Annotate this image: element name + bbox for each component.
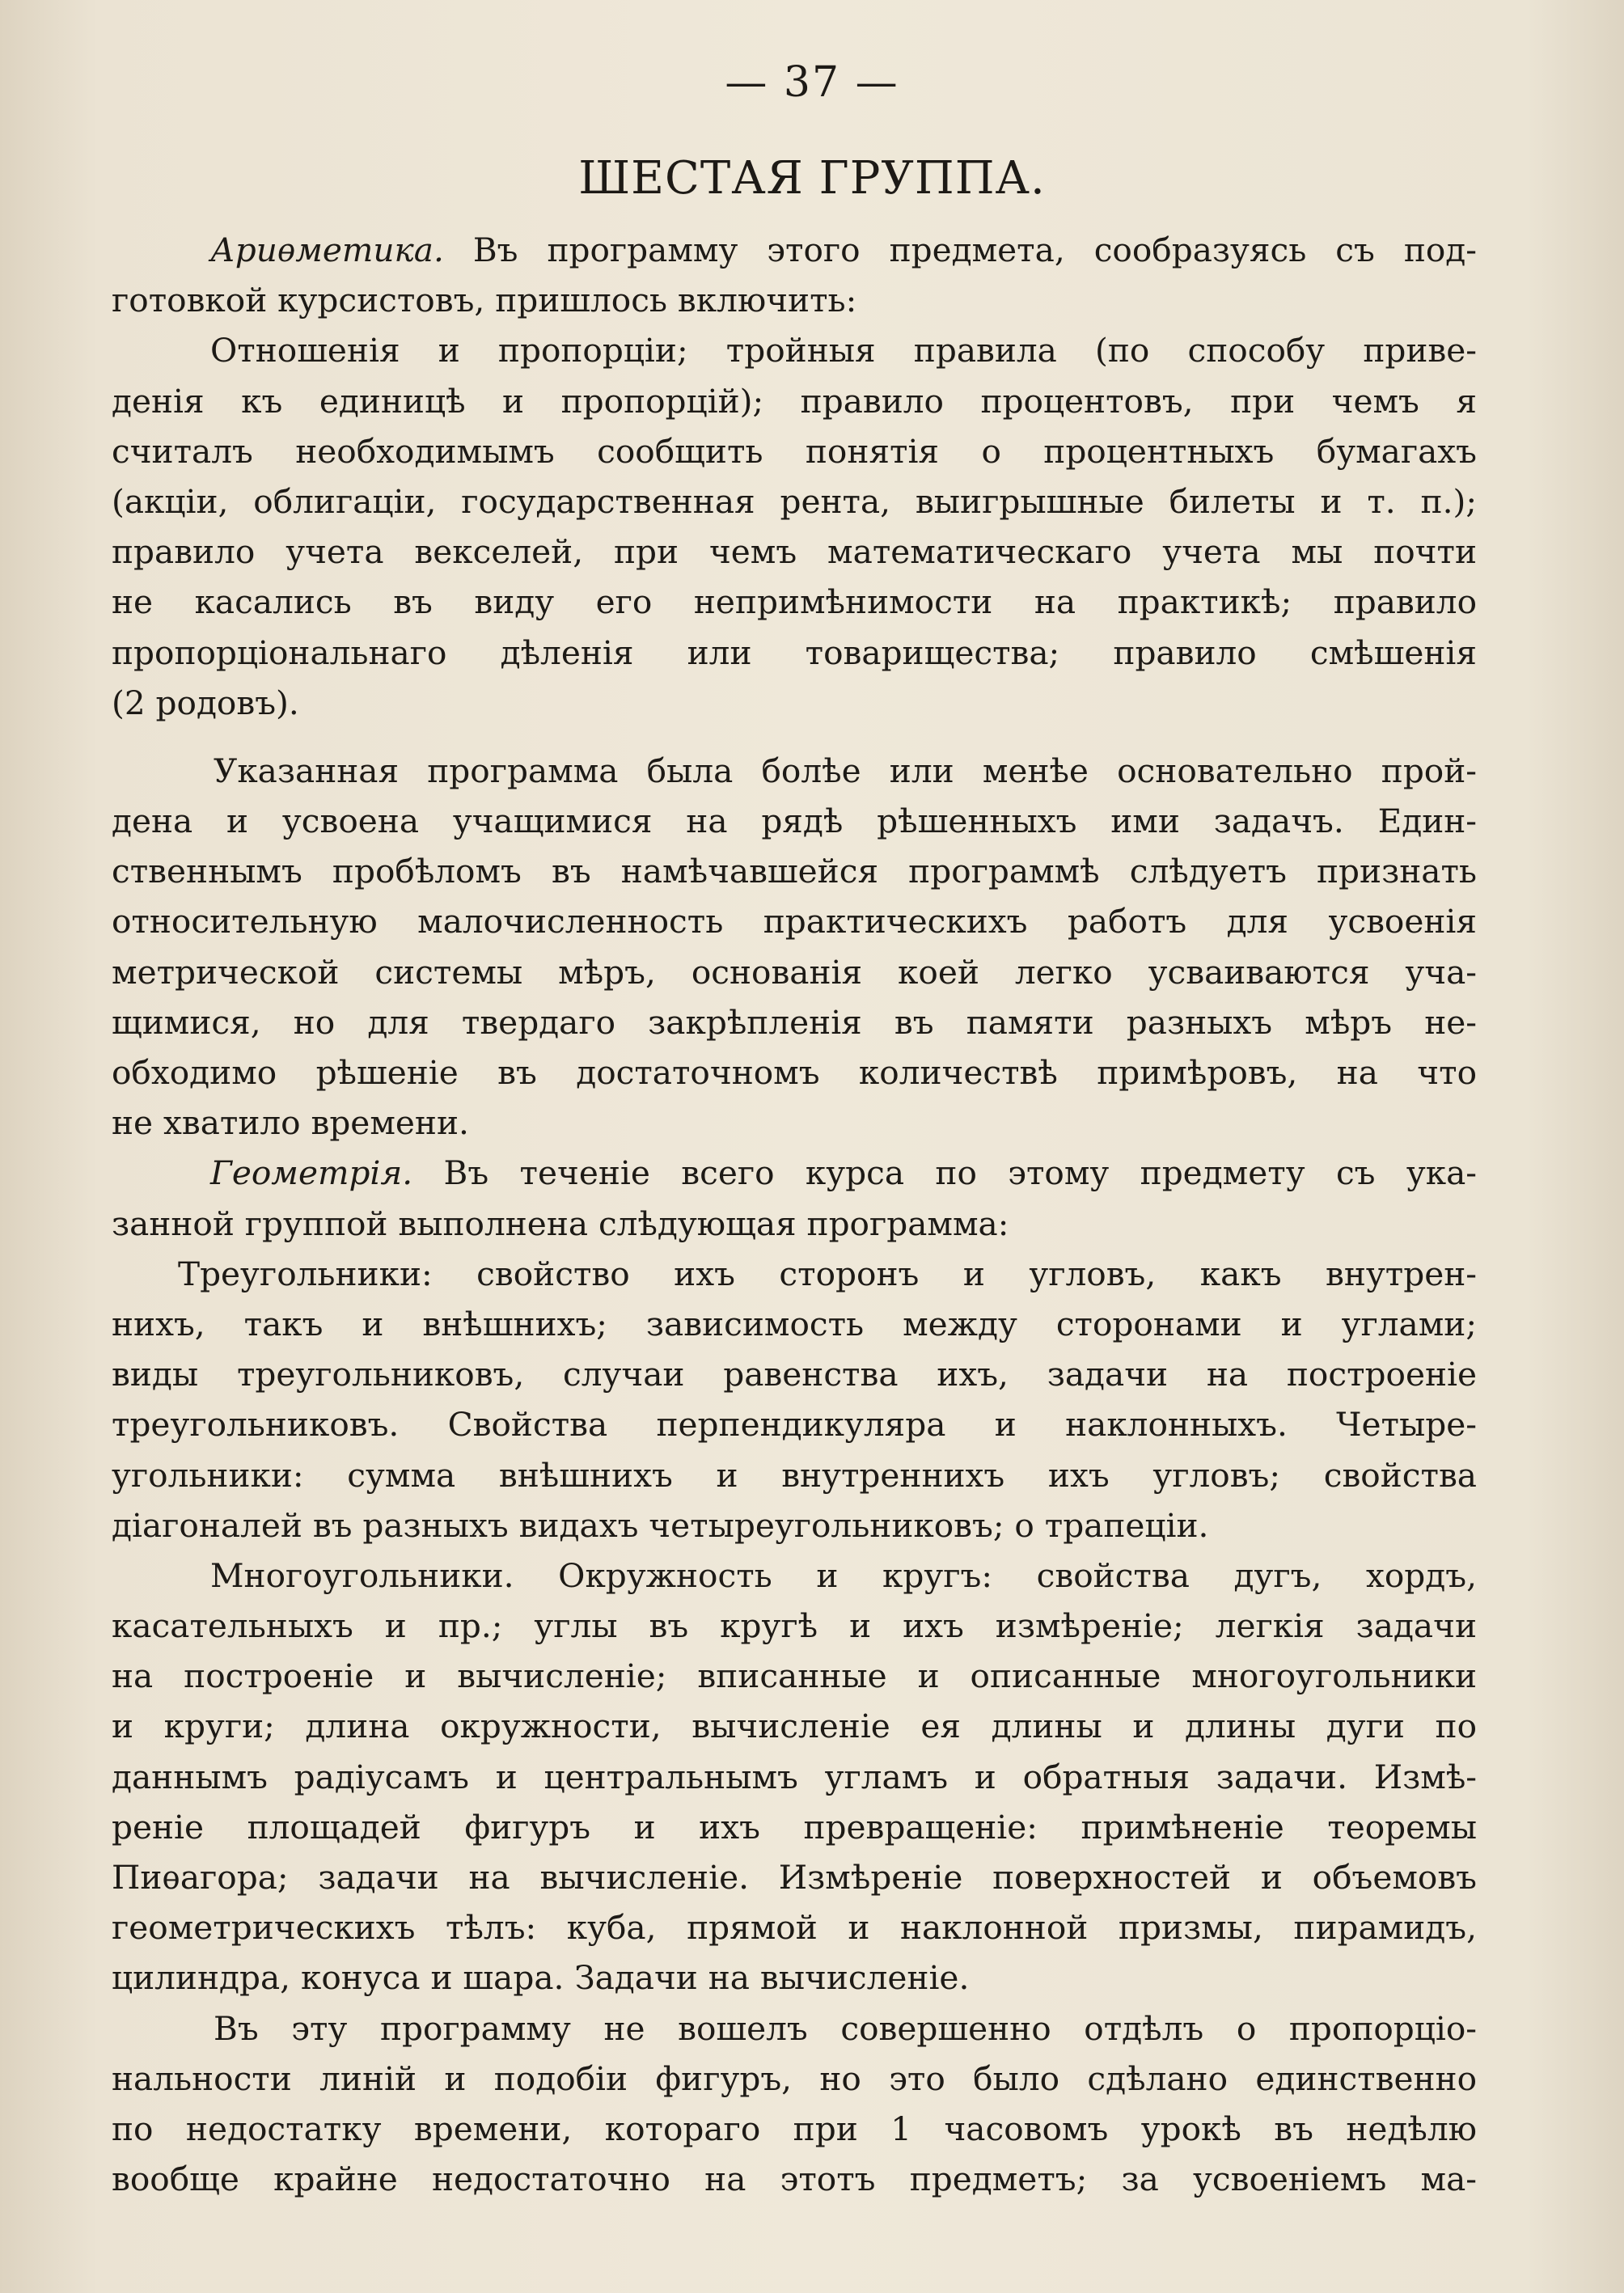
text-line: даннымъ радіусамъ и центральнымъ угламъ и обратныя задачи. Измѣ- xyxy=(112,1757,1477,1796)
section-title: ШЕСТАЯ ГРУППА. xyxy=(578,152,1046,205)
text-line: правило учета векселей, при чемъ математическаго учета мы почти xyxy=(112,532,1477,572)
text-line: обходимо рѣшеніе въ достаточномъ количествѣ примѣровъ, на что xyxy=(112,1053,1477,1092)
text-line: геометрическихъ тѣлъ: куба, прямой и наклонной призмы, пирамидъ, xyxy=(112,1908,1477,1948)
text-line: нальности линій и подобіи фигуръ, но это было сдѣлано единственно xyxy=(112,2058,1477,2098)
text-line: и круги; длина окружности, вычисленіе ея длины и длины дуги по xyxy=(112,1707,1477,1746)
text-line: реніе площадей фигуръ и ихъ превращеніе: примѣненіе теоремы xyxy=(112,1807,1477,1847)
text-line: Пиѳагора; задачи на вычисленіе. Измѣреніе поверхностей и объемовъ xyxy=(112,1858,1477,1897)
page-number: — 37 — xyxy=(725,58,899,107)
text-line: касательныхъ и пр.; углы въ кругѣ и ихъ измѣреніе; легкія задачи xyxy=(112,1606,1477,1646)
text-line: виды треугольниковъ, случаи равенства ихъ, задачи на построеніе xyxy=(112,1355,1477,1394)
text-line: относительную малочисленность практическихъ работъ для усвоенія xyxy=(112,902,1477,941)
text-line: угольники: сумма внѣшнихъ и внутреннихъ ихъ угловъ; свойства xyxy=(112,1455,1477,1495)
text-line: дена и усвоена учащимися на рядѣ рѣшенныхъ ими задачъ. Един- xyxy=(112,802,1477,841)
line-text: Въ программу этого предмета, сообразуясь съ под- xyxy=(472,231,1477,269)
paragraph-arithmetic-topics xyxy=(112,325,1477,728)
paragraph-geometry-intro xyxy=(112,1148,1477,1248)
text-line: Многоугольники. Окружность и кругъ: свойства дугъ, хордъ, xyxy=(210,1555,1477,1595)
text-line: діагоналей въ разныхъ видахъ четыреугольниковъ; о трапеціи. xyxy=(112,1505,1209,1545)
text-line: Указанная программа была болѣе или менѣе основательно прой- xyxy=(214,751,1477,790)
text-line: занной группой выполнена слѣдующая программа: xyxy=(112,1204,1009,1243)
text-line: метрической системы мѣръ, основанія коей легко усваиваются уча- xyxy=(112,952,1477,992)
paragraph-geometry-polygons xyxy=(112,1551,1477,2003)
body-text xyxy=(112,225,1477,2204)
text-line: не касались въ виду его непримѣнимости на практикѣ; правило xyxy=(112,582,1477,622)
subject-heading-arithmetic: Ариѳметика. xyxy=(210,231,444,269)
text-line: нихъ, такъ и внѣшнихъ; зависимость между сторонами и углами; xyxy=(112,1304,1477,1343)
text-line: (акціи, облигаціи, государственная рента, выигрышные билеты и т. п.); xyxy=(112,481,1477,521)
text-line: считалъ необходимымъ сообщить понятія о процентныхъ бумагахъ xyxy=(112,431,1477,471)
text-line: на построеніе и вычисленіе; вписанные и описанные многоугольники xyxy=(112,1656,1477,1696)
text-line xyxy=(210,225,1477,275)
line-text: Въ теченіе всего курса по этому предмету съ ука- xyxy=(443,1153,1477,1193)
text-line: денія къ единицѣ и пропорцій); правило процентовъ, при чемъ я xyxy=(112,381,1477,421)
paragraph-arithmetic-intro xyxy=(112,225,1477,325)
paragraph-arithmetic-results xyxy=(112,746,1477,1149)
text-line xyxy=(210,1148,1477,1198)
text-line: готовкой курсистовъ, пришлось включить: xyxy=(112,281,857,320)
text-line: щимися, но для твердаго закрѣпленія въ памяти разныхъ мѣръ не- xyxy=(112,1002,1477,1042)
text-line: цилиндра, конуса и шара. Задачи на вычисленіе. xyxy=(112,1958,970,1998)
text-line: вообще крайне недостаточно на этотъ предметъ; за усвоеніемъ ма- xyxy=(112,2160,1477,2199)
text-line: не хватило времени. xyxy=(112,1103,469,1143)
text-line: Въ эту программу не вошелъ совершенно отдѣлъ о пропорціо- xyxy=(214,2008,1477,2048)
text-line: Отношенія и пропорціи; тройныя правила (по способу приве- xyxy=(210,331,1477,370)
paragraph-geometry-triangles xyxy=(112,1249,1477,1551)
text-line: треугольниковъ. Свойства перпендикуляра и наклонныхъ. Четыре- xyxy=(112,1405,1477,1445)
text-line: пропорціональнаго дѣленія или товарищества; правило смѣшенія xyxy=(112,632,1477,672)
paragraph-geometry-omissions xyxy=(112,2003,1477,2205)
subject-heading-geometry: Геометрія. xyxy=(210,1153,413,1193)
text-line: Треугольники: свойство ихъ сторонъ и угловъ, какъ внутрен- xyxy=(178,1254,1477,1293)
text-line: по недостатку времени, котораго при 1 часовомъ урокѣ въ недѣлю xyxy=(112,2109,1477,2148)
text-line: (2 родовъ). xyxy=(112,683,299,722)
text-line: ственнымъ пробѣломъ въ намѣчавшейся программѣ слѣдуетъ признать xyxy=(112,852,1477,891)
